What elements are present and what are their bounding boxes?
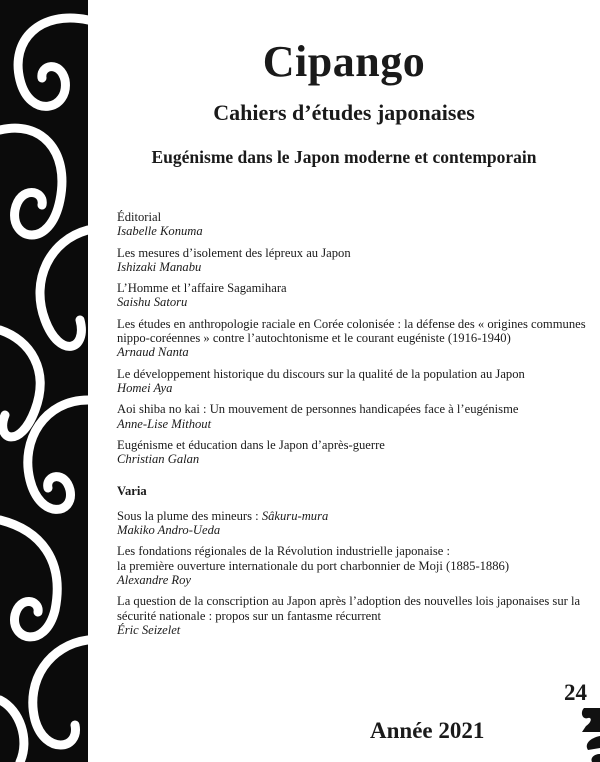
toc-entry <box>117 281 587 310</box>
entry-title-line2: la première ouverture internationale du port charbonnier de Moji (1885-1886) <box>117 558 510 573</box>
issue-number: 24 <box>564 680 587 705</box>
varia-heading: Varia <box>117 484 147 499</box>
toc-entry <box>117 210 587 239</box>
entry-title: Les mesures d’isolement des lépreux au Japon <box>117 245 351 260</box>
entry-title: La question de la conscription au Japon après l’adoption des nouvelles lois japonaises sur la sécurité nationale : propos sur un fantasme récurrent <box>117 594 581 623</box>
entry-author: Christian Galan <box>117 452 200 467</box>
toc-entry <box>117 246 587 275</box>
publication-year: Année 2021 <box>370 718 485 743</box>
entry-title: Le développement historique du discours sur la qualité de la population au Japon <box>117 366 525 381</box>
entry-title: Les études en anthropologie raciale en Corée colonisée : la défense des « origines communes nippo-coréennes » contre l’autochtonisme et le courant eugéniste (1916-1940) <box>117 316 586 346</box>
table-of-contents <box>117 210 587 644</box>
entry-author: Homei Aya <box>117 380 173 395</box>
swirl-pattern-icon <box>0 0 88 762</box>
toc-entry <box>117 544 587 587</box>
entry-author: Saishu Satoru <box>117 295 188 310</box>
entry-author: Arnaud Nanta <box>117 345 189 360</box>
entry-title: Aoi shiba no kai : Un mouvement de personnes handicapées face à l’eugénisme <box>117 402 519 417</box>
issue-theme: Eugénisme dans le Japon moderne et contemporain <box>151 147 537 167</box>
entry-title: Les fondations régionales de la Révolution industrielle japonaise : <box>117 544 450 559</box>
entry-title-italic: Sâkuru-mura <box>261 508 329 523</box>
journal-subtitle: Cahiers d’études japonaises <box>213 100 475 125</box>
entry-author: Isabelle Konuma <box>117 224 203 239</box>
entry-author: Alexandre Roy <box>117 572 192 587</box>
entry-title-text: Sous la plume des mineurs : <box>117 508 262 523</box>
journal-title: Cipango <box>262 37 426 86</box>
decorative-swirl-band <box>0 0 88 762</box>
toc-entry <box>117 438 587 467</box>
entry-title: Éditorial <box>117 210 162 224</box>
entry-author: Anne-Lise Mithout <box>117 416 212 431</box>
entry-author: Éric Seizelet <box>117 622 181 637</box>
publisher-logo-icon <box>580 708 600 762</box>
toc-entry <box>117 367 587 396</box>
toc-entry <box>117 402 587 431</box>
toc-entry <box>117 594 587 637</box>
entry-title: L’Homme et l’affaire Sagamihara <box>117 281 287 296</box>
entry-author: Makiko Andro-Ueda <box>117 523 221 538</box>
entry-title: Eugénisme et éducation dans le Japon d’après-guerre <box>117 437 385 452</box>
entry-title <box>117 509 587 523</box>
toc-entry <box>117 317 587 360</box>
toc-entry <box>117 509 587 538</box>
entry-author: Ishizaki Manabu <box>117 259 202 274</box>
